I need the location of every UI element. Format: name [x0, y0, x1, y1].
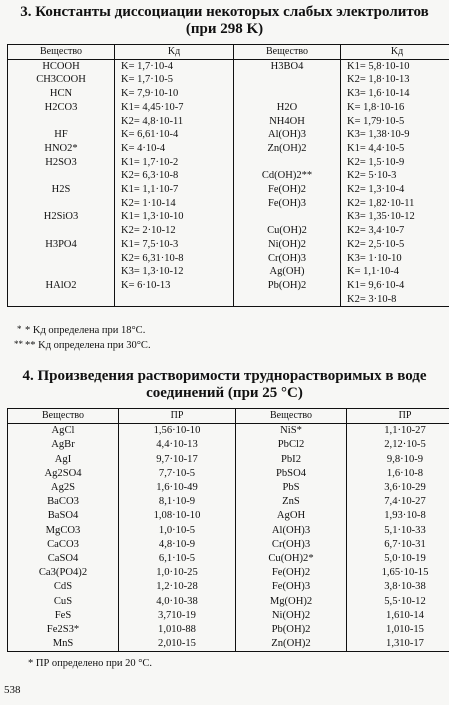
substance-cell: MgCO3 [45, 524, 81, 536]
substance-cell: PbS [236, 481, 347, 495]
substance-cell: Al(OH)3 [236, 524, 347, 538]
substance-cell: HNO2* [44, 142, 78, 154]
substance-cell: Pb(OH)2 [234, 279, 341, 293]
sp-value-cell: 1,6·10-8 [347, 467, 449, 481]
sp-value-cell: 1,610-14 [347, 609, 449, 623]
sp-value-cell: 1,08·10-10 [119, 509, 236, 523]
substance-cell: FeS [54, 609, 72, 621]
substance-cell: NH4OH [234, 115, 341, 129]
footnote-30c: ** Kд определена при 30°С. [25, 340, 151, 351]
sp-value-cell: 4,4·10-13 [119, 438, 236, 452]
table-row [8, 453, 449, 467]
constant-cell: K= 1,7·10-4 [115, 59, 234, 73]
sp-value-cell: 5,0·10-19 [347, 552, 449, 566]
substance-cell: PbCl2 [236, 438, 347, 452]
constant-cell: K= 1,1·10-4 [341, 265, 449, 279]
substance-cell: H3PO4 [45, 238, 77, 250]
constant-cell: K3= 1,3·10-12 [115, 265, 234, 279]
substance-cell: Cu(OH)2 [234, 224, 341, 238]
substance-cell: H2SO3 [45, 156, 77, 168]
substance-cell: HF [54, 129, 68, 141]
sp-value-cell: 5,1·10-33 [347, 524, 449, 538]
substance-cell: CH3COOH [36, 74, 86, 86]
table-row [8, 595, 449, 609]
constant-cell: K= 7,9·10-10 [115, 87, 234, 101]
sp-value-cell: 7,7·10-5 [119, 467, 236, 481]
sp-value-cell: 4,0·10-38 [119, 595, 236, 609]
table-header-row [8, 409, 449, 424]
table-row [8, 524, 449, 538]
substance-cell: Cd(OH)2** [234, 169, 341, 183]
constant-cell: K1= 5,8·10-10 [341, 59, 449, 73]
constant-cell: K2= 1,8·10-13 [341, 73, 449, 87]
substance-cell [8, 169, 115, 183]
sp-value-cell: 1,56·10-10 [119, 424, 236, 439]
sp-value-cell: 4,8·10-9 [119, 538, 236, 552]
sp-value-cell: 9,7·10-17 [119, 453, 236, 467]
constant-cell: K3= 1,6·10-14 [341, 87, 449, 101]
substance-cell: H2O [234, 101, 341, 115]
sp-value-cell: 1,2·10-28 [119, 580, 236, 594]
table-row [8, 566, 449, 580]
constant-cell: K2= 3·10-8 [341, 293, 449, 307]
footnote-18c: * Kд определена при 18°С. [25, 325, 146, 336]
substance-cell: MnS [52, 638, 74, 650]
substance-cell: Pb(OH)2 [236, 623, 347, 637]
substance-cell [234, 156, 341, 170]
constant-cell: K2= 1·10-14 [115, 197, 234, 211]
substance-cell: BaSO4 [47, 510, 79, 522]
sp-value-cell: 1,010-88 [119, 623, 236, 637]
constant-cell: K2= 5·10-3 [341, 169, 449, 183]
substance-cell: AgBr [51, 439, 75, 451]
substance-cell: CaCO3 [47, 538, 79, 550]
table-row [8, 101, 449, 115]
constant-cell: K2= 6,31·10-8 [115, 252, 234, 266]
table-row [8, 197, 449, 211]
table-row [8, 509, 449, 523]
table-row [8, 59, 449, 73]
table-row [8, 156, 449, 170]
substance-cell: Fe(OH)3 [236, 580, 347, 594]
table-row [8, 279, 449, 293]
section2-title-line1: 4. Произведения растворимости труднорастворимых в воде [22, 368, 427, 384]
substance-cell: HCOOH [42, 60, 80, 72]
footnote-star: * [17, 324, 22, 334]
substance-cell [8, 197, 115, 211]
table-row [8, 552, 449, 566]
table-header-row [8, 45, 449, 60]
section1-title [0, 4, 449, 38]
substance-cell: Al(OH)3 [234, 128, 341, 142]
constant-cell [115, 293, 234, 307]
table-row [8, 169, 449, 183]
section2-title [0, 368, 449, 402]
sp-value-cell: 7,4·10-27 [347, 495, 449, 509]
table-row [8, 128, 449, 142]
substance-cell: HCN [49, 88, 73, 100]
dissociation-table-body [8, 59, 449, 307]
substance-cell: Zn(OH)2 [234, 142, 341, 156]
constant-cell: K3= 1·10-10 [341, 252, 449, 266]
constant-cell: K2= 1,3·10-4 [341, 183, 449, 197]
constant-cell: K3= 1,35·10-12 [341, 210, 449, 224]
table-row [8, 183, 449, 197]
table-row [8, 210, 449, 224]
sp-value-cell: 2,12·10-5 [347, 438, 449, 452]
sp-value-cell: 1,0·10-5 [119, 524, 236, 538]
sp-value-cell: 1,0·10-25 [119, 566, 236, 580]
solubility-products-table [7, 408, 449, 652]
substance-cell: Ca3(PO4)2 [38, 567, 88, 579]
constant-cell: K= 6,61·10-4 [115, 128, 234, 142]
substance-cell: AgCl [51, 425, 75, 437]
substance-cell: Ag2S [50, 482, 76, 494]
substance-cell: Ag2SO4 [44, 467, 82, 479]
substance-cell: Zn(OH)2 [236, 637, 347, 652]
constant-cell: K= 1,79·10-5 [341, 115, 449, 129]
substance-cell: BaCO3 [47, 496, 79, 508]
sp-value-cell: 2,010-15 [119, 637, 236, 652]
footnote-20c: * ПР определено при 20 °С. [28, 658, 153, 669]
substance-cell: Cr(OH)3 [236, 538, 347, 552]
constant-cell: K2= 6,3·10-8 [115, 169, 234, 183]
substance-cell: Fe(OH)3 [234, 197, 341, 211]
substance-cell: Fe2S3* [46, 624, 80, 636]
constant-cell: K= 1,8·10-16 [341, 101, 449, 115]
constant-cell: K= 4·10-4 [115, 142, 234, 156]
table-row [8, 224, 449, 238]
sp-value-cell: 9,8·10-9 [347, 453, 449, 467]
table-row [8, 637, 449, 652]
sp-value-cell: 1,93·10-8 [347, 509, 449, 523]
constant-cell: K3= 1,38·10-9 [341, 128, 449, 142]
sp-value-cell: 1,6·10-49 [119, 481, 236, 495]
sp-value-cell: 8,1·10-9 [119, 495, 236, 509]
table-row [8, 115, 449, 129]
table-row [8, 467, 449, 481]
constant-cell: K1= 1,7·10-2 [115, 156, 234, 170]
constant-cell: K2= 3,4·10-7 [341, 224, 449, 238]
col-header-substance: Вещество [8, 45, 115, 60]
substance-cell: Fe(OH)2 [236, 566, 347, 580]
col-header-substance-2: Вещество [234, 45, 341, 60]
substance-cell [8, 252, 115, 266]
constant-cell: K1= 1,1·10-7 [115, 183, 234, 197]
table-row [8, 438, 449, 452]
substance-cell: NiS* [236, 424, 347, 439]
table-row [8, 238, 449, 252]
col-header-substance-2: Вещество [236, 409, 347, 424]
sp-value-cell: 1,65·10-15 [347, 566, 449, 580]
substance-cell [8, 224, 115, 238]
substance-cell: H2SiO3 [43, 211, 79, 223]
section2-title-line2: соединений (при 25 °С) [146, 385, 303, 401]
substance-cell: AgOH [236, 509, 347, 523]
substance-cell: CuS [53, 595, 73, 607]
table-row [8, 538, 449, 552]
substance-cell [234, 210, 341, 224]
substance-cell: H3BO4 [234, 59, 341, 73]
table-row [8, 142, 449, 156]
sp-value-cell: 3,6·10-29 [347, 481, 449, 495]
substance-cell [8, 293, 115, 307]
table-row [8, 252, 449, 266]
constant-cell: K= 6·10-13 [115, 279, 234, 293]
section1-title-line1: 3. Константы диссоциации некоторых слабых электролитов [20, 4, 429, 20]
constant-cell: K2= 2·10-12 [115, 224, 234, 238]
substance-cell [8, 115, 115, 129]
substance-cell: Ni(OH)2 [234, 238, 341, 252]
substance-cell [234, 293, 341, 307]
constant-cell: K1= 4,4·10-5 [341, 142, 449, 156]
substance-cell: H2S [51, 184, 71, 196]
col-header-substance: Вещество [8, 409, 119, 424]
substance-cell: PbI2 [236, 453, 347, 467]
constant-cell: K2= 2,5·10-5 [341, 238, 449, 252]
substance-cell: CaSO4 [47, 553, 79, 565]
solubility-table-body [8, 424, 449, 652]
page-number: 538 [4, 684, 21, 696]
sp-value-cell: 6,7·10-31 [347, 538, 449, 552]
constant-cell: K1= 7,5·10-3 [115, 238, 234, 252]
constant-cell: K1= 1,3·10-10 [115, 210, 234, 224]
col-header-sp: ПР [119, 409, 236, 424]
substance-cell [234, 87, 341, 101]
table-row [8, 481, 449, 495]
substance-cell: AgI [54, 453, 72, 465]
substance-cell: ZnS [236, 495, 347, 509]
sp-value-cell: 5,5·10-12 [347, 595, 449, 609]
table-row [8, 73, 449, 87]
substance-cell: CdS [53, 581, 73, 593]
substance-cell: Ag(OH) [234, 265, 341, 279]
substance-cell: Cr(OH)3 [234, 252, 341, 266]
table-row [8, 424, 449, 439]
sp-value-cell: 3,8·10-38 [347, 580, 449, 594]
table-row [8, 495, 449, 509]
substance-cell [8, 265, 115, 279]
section1-title-line2: (при 298 K) [185, 21, 264, 37]
constant-cell: K2= 4,8·10-11 [115, 115, 234, 129]
table-row [8, 265, 449, 279]
substance-cell: Ni(OH)2 [236, 609, 347, 623]
dissociation-constants-table [7, 44, 449, 307]
col-header-sp-2: ПР [347, 409, 449, 424]
col-header-kd: Kд [115, 45, 234, 60]
table-row [8, 580, 449, 594]
substance-cell: Fe(OH)2 [234, 183, 341, 197]
constant-cell: K= 1,7·10-5 [115, 73, 234, 87]
substance-cell: PbSO4 [236, 467, 347, 481]
sp-value-cell: 1,010-15 [347, 623, 449, 637]
table-row [8, 623, 449, 637]
substance-cell: Mg(OH)2 [236, 595, 347, 609]
col-header-kd-2: Kд [341, 45, 449, 60]
table-row [8, 87, 449, 101]
substance-cell [234, 73, 341, 87]
substance-cell: H2CO3 [44, 101, 78, 113]
sp-value-cell: 1,310-17 [347, 637, 449, 652]
constant-cell: K2= 1,82·10-11 [341, 197, 449, 211]
substance-cell: HAlO2 [45, 279, 77, 291]
sp-value-cell: 6,1·10-5 [119, 552, 236, 566]
substance-cell: Cu(OH)2* [236, 552, 347, 566]
constant-cell: K1= 4,45·10-7 [115, 101, 234, 115]
sp-value-cell: 3,710-19 [119, 609, 236, 623]
constant-cell: K2= 1,5·10-9 [341, 156, 449, 170]
constant-cell: K1= 9,6·10-4 [341, 279, 449, 293]
table-row [8, 293, 449, 307]
footnote-double-star: ** [14, 339, 23, 349]
sp-value-cell: 1,1·10-27 [347, 424, 449, 439]
table-row [8, 609, 449, 623]
